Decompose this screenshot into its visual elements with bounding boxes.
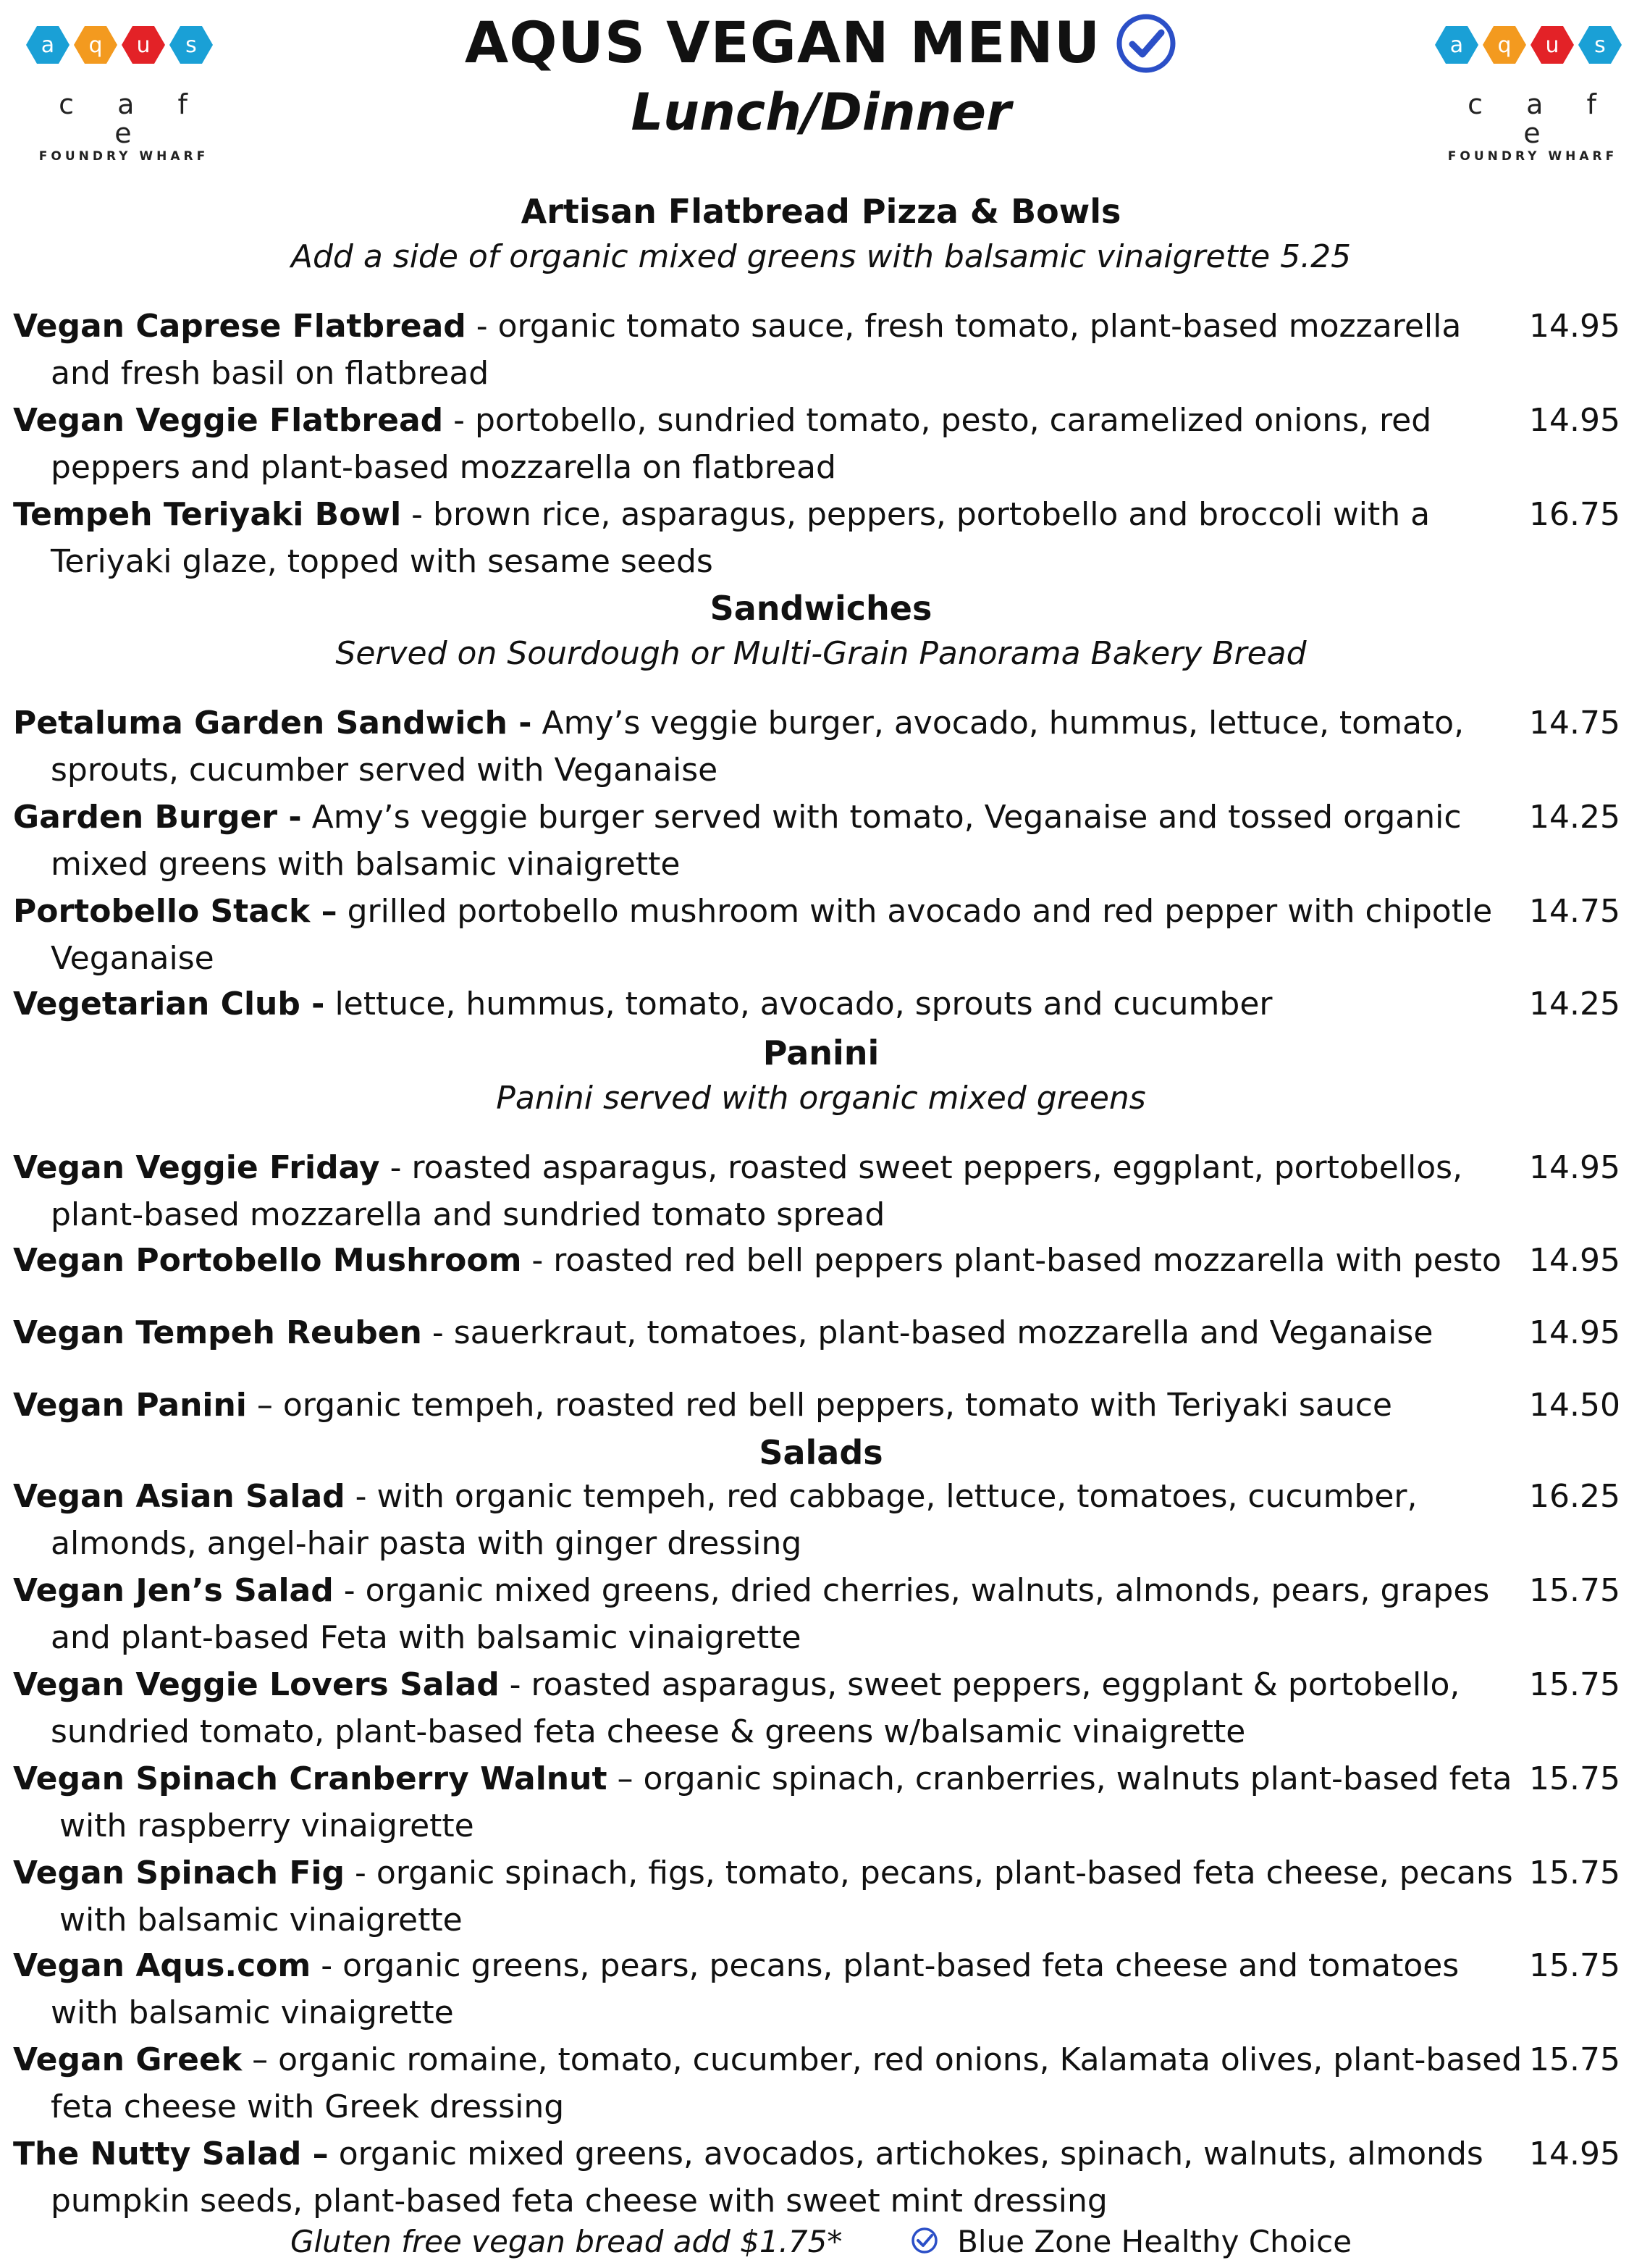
item-name: Vegan Spinach Cranberry Walnut [13, 1760, 607, 1797]
item-description: organic spinach, cranberries, walnuts plant-based feta with raspberry vinaigrette [59, 1760, 1512, 1844]
item-price: 14.95 [1529, 2135, 1620, 2172]
menu-item [13, 1144, 1620, 1238]
item-name: Vegan Jen’s Salad [13, 1572, 334, 1609]
section-title-panini: Panini [762, 1033, 880, 1072]
item-description: brown rice, asparagus, peppers, portobello and broccoli with a Teriyaki glaze, topped with sesame seeds [51, 496, 1431, 580]
item-name: Vegan Veggie Friday [13, 1149, 380, 1186]
logo-foundry-text: FOUNDRY WHARF [38, 149, 209, 164]
item-separator: – [246, 1387, 283, 1424]
section-note-flatbread: Add a side of organic mixed greens with balsamic vinaigrette 5.25 [290, 238, 1352, 275]
item-separator: – [242, 2041, 279, 2078]
item-name: Vegan Spinach Fig [13, 1855, 345, 1891]
item-description: sauerkraut, tomatoes, plant-based mozzarella and Veganaise [453, 1314, 1433, 1351]
item-separator: - [499, 1666, 531, 1703]
item-description: organic mixed greens, dried cherries, walnuts, almonds, pears, grapes and plant-based Feta with balsamic vinaigrette [51, 1572, 1490, 1656]
item-description: lettuce, hummus, tomato, avocado, sprouts and cucumber [334, 986, 1273, 1022]
menu-item [13, 397, 1620, 491]
item-name: Portobello Stack – [13, 893, 337, 930]
page-title: AQUS VEGAN MENU [464, 11, 1101, 76]
menu-item [13, 888, 1620, 982]
svg-text:s: s [1594, 33, 1606, 58]
item-separator [531, 705, 542, 742]
logo-cafe-text: c a f e [1468, 88, 1614, 149]
item-description: Amy’s veggie burger served with tomato, Veganaise and tossed organic mixed greens with balsamic vinaigrette [51, 799, 1462, 883]
logo-foundry-text: FOUNDRY WHARF [1447, 149, 1618, 164]
item-price: 14.95 [1529, 1242, 1620, 1279]
item-description: roasted asparagus, roasted sweet peppers, eggplant, portobellos, plant-based mozzarella and sundried tomato spread [51, 1149, 1463, 1233]
gluten-free-note: Gluten free vegan bread add $1.75* [290, 2224, 843, 2259]
item-price: 14.25 [1529, 986, 1620, 1022]
item-name: Tempeh Teriyaki Bowl [13, 496, 402, 533]
item-separator [302, 799, 312, 836]
menu-item [13, 1661, 1620, 1755]
item-name: Vegan Veggie Flatbread [13, 402, 444, 439]
menu-item [13, 980, 1620, 1028]
menu-item [13, 700, 1620, 794]
item-price: 15.75 [1529, 2041, 1620, 2078]
item-name: Petaluma Garden Sandwich - [13, 705, 532, 742]
item-price: 14.25 [1529, 799, 1620, 836]
check-circle-icon [1115, 12, 1177, 75]
item-description: Amy’s veggie burger, avocado, hummus, lettuce, tomato, sprouts, cucumber served with Veganaise [51, 705, 1465, 789]
item-name: Vegan Asian Salad [13, 1478, 345, 1515]
menu-item [13, 1942, 1620, 2036]
menu-item [13, 2036, 1620, 2130]
item-price: 14.75 [1529, 705, 1620, 742]
item-name: Vegan Aqus.com [13, 1947, 311, 1984]
item-name: Vegan Tempeh Reuben [13, 1314, 422, 1351]
item-price: 14.95 [1529, 402, 1620, 439]
menu-item [13, 1567, 1620, 1661]
menu-item [13, 1849, 1620, 1944]
item-price: 14.95 [1529, 308, 1620, 345]
item-separator: - [379, 1149, 412, 1186]
item-price: 14.75 [1529, 893, 1620, 930]
item-description: grilled portobello mushroom with avocado and red pepper with chipotle Veganaise [51, 893, 1493, 977]
item-name: Vegan Panini [13, 1387, 247, 1424]
item-price: 16.25 [1529, 1478, 1620, 1515]
item-name: Garden Burger - [13, 799, 302, 836]
menu-item [13, 1473, 1620, 1567]
svg-text:q: q [1497, 33, 1512, 58]
item-name: Vegan Greek [13, 2041, 243, 2078]
item-price: 15.75 [1529, 1666, 1620, 1703]
page-subtitle: Lunch/Dinner [631, 83, 1011, 142]
menu-item [13, 1237, 1620, 1284]
section-title-flatbread: Artisan Flatbread Pizza & Bowls [521, 192, 1121, 231]
item-description: organic romaine, tomato, cucumber, red onions, Kalamata olives, plant-based feta cheese with Greek dressing [51, 2041, 1523, 2125]
item-separator [324, 986, 334, 1022]
check-circle-icon [910, 2226, 939, 2255]
item-price: 15.75 [1529, 1572, 1620, 1609]
item-name: Vegan Caprese Flatbread [13, 308, 466, 345]
blue-zone-note: Blue Zone Healthy Choice [957, 2224, 1352, 2259]
item-price: 14.95 [1529, 1314, 1620, 1351]
item-description: organic tomato sauce, fresh tomato, plant-based mozzarella and fresh basil on flatbread [51, 308, 1462, 392]
item-separator: - [401, 496, 434, 533]
item-price: 15.75 [1529, 1947, 1620, 1984]
item-name: Vegetarian Club - [13, 986, 325, 1022]
menu-item [13, 303, 1620, 397]
menu-item [13, 794, 1620, 888]
item-separator: - [344, 1855, 376, 1891]
menu-item [13, 1382, 1620, 1429]
item-separator: - [443, 402, 475, 439]
item-name: The Nutty Salad – [13, 2135, 329, 2172]
item-description: with organic tempeh, red cabbage, lettuce, tomatoes, cucumber, almonds, angel-hair pasta with ginger dressing [51, 1478, 1418, 1562]
svg-text:a: a [1449, 33, 1464, 58]
item-separator: - [333, 1572, 366, 1609]
svg-text:s: s [185, 33, 197, 58]
menu-item [13, 1755, 1620, 1849]
item-separator: – [607, 1760, 644, 1797]
item-name: Vegan Portobello Mushroom [13, 1242, 522, 1279]
section-note-panini: Panini served with organic mixed greens [496, 1080, 1146, 1117]
item-separator: - [466, 308, 498, 345]
menu-item [13, 491, 1620, 585]
section-title-salads: Salads [759, 1433, 883, 1472]
section-note-sandwiches: Served on Sourdough or Multi-Grain Panorama Bakery Bread [335, 635, 1307, 672]
menu-footer [0, 2220, 1642, 2264]
item-price: 15.75 [1529, 1760, 1620, 1797]
item-price: 14.50 [1529, 1387, 1620, 1424]
item-description: organic spinach, figs, tomato, pecans, plant-based feta cheese, pecans with balsamic vinaigrette [59, 1855, 1513, 1939]
item-name: Vegan Veggie Lovers Salad [13, 1666, 500, 1703]
section-title-sandwiches: Sandwiches [710, 589, 932, 628]
menu-item [13, 1309, 1620, 1356]
item-description: roasted asparagus, sweet peppers, eggplant & portobello, sundried tomato, plant-based feta cheese & greens w/balsamic vinaigrette [51, 1666, 1460, 1750]
item-separator [329, 2135, 339, 2172]
item-separator [337, 893, 348, 930]
svg-text:a: a [41, 33, 55, 58]
item-price: 14.95 [1529, 1149, 1620, 1186]
item-separator: - [521, 1242, 554, 1279]
item-separator: - [421, 1314, 454, 1351]
item-description: organic greens, pears, pecans, plant-based feta cheese and tomatoes with balsamic vinaigrette [51, 1947, 1460, 2031]
item-description: organic tempeh, roasted red bell peppers, tomato with Teriyaki sauce [282, 1387, 1392, 1424]
svg-text:q: q [88, 33, 103, 58]
logo-cafe-text: c a f e [59, 88, 205, 149]
item-description: roasted red bell peppers plant-based mozzarella with pesto [553, 1242, 1502, 1279]
item-price: 16.75 [1529, 496, 1620, 533]
item-description: portobello, sundried tomato, pesto, caramelized onions, red peppers and plant-based mozzarella on flatbread [51, 402, 1432, 486]
svg-text:u: u [1545, 33, 1559, 58]
item-separator: - [345, 1478, 377, 1515]
title-line [465, 7, 1177, 80]
menu-header [0, 7, 1642, 145]
item-description: organic mixed greens, avocados, artichokes, spinach, walnuts, almonds pumpkin seeds, plant-based feta cheese with sweet mint dressing [51, 2135, 1483, 2219]
item-separator: - [311, 1947, 343, 1984]
svg-text:u: u [136, 33, 151, 58]
item-price: 15.75 [1529, 1855, 1620, 1891]
menu-item [13, 2130, 1620, 2225]
